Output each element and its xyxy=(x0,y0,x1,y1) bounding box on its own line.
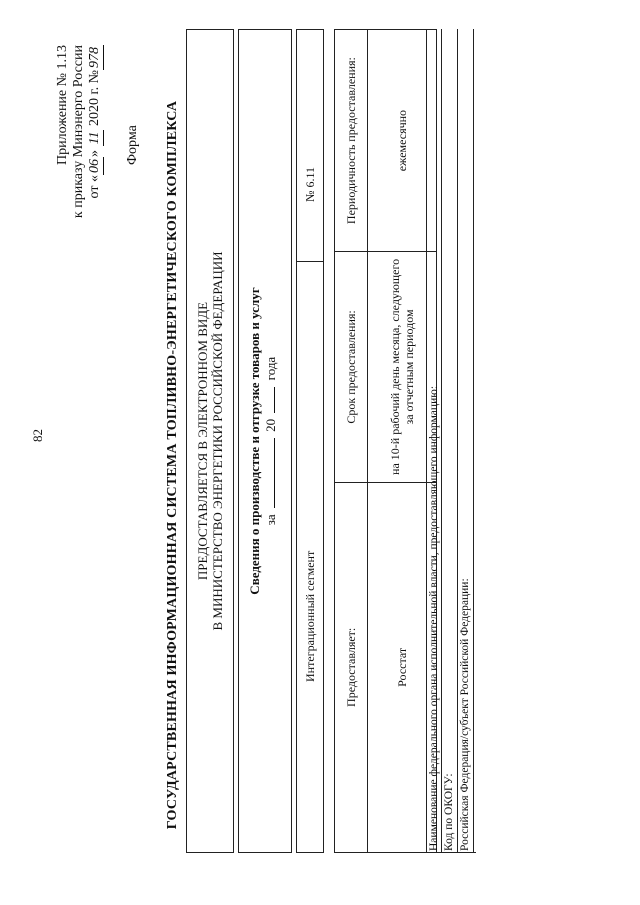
submission-line-2: В МИНИСТЕРСТВО ЭНЕРГЕТИКИ РОССИЙСКОЙ ФЕДЕРАЦИИ xyxy=(210,251,225,631)
period-year-blank xyxy=(274,387,275,413)
header-provider: Предоставляет: xyxy=(335,482,368,852)
appendix-reference xyxy=(55,45,104,305)
report-period xyxy=(263,30,279,852)
segment-label: Интеграционный сегмент xyxy=(303,550,317,682)
info-row-okogu: Код по ОКОГУ: xyxy=(442,29,458,853)
period-month-blank xyxy=(274,438,275,508)
segment-divider xyxy=(297,261,323,262)
period-suffix: года xyxy=(263,356,278,381)
appendix-order-number: 978 xyxy=(87,47,102,68)
system-title: ГОСУДАРСТВЕННАЯ ИНФОРМАЦИОННАЯ СИСТЕМА ТОПЛИВНО-ЭНЕРГЕТИЧЕСКОГО КОМПЛЕКСА xyxy=(165,100,180,830)
schedule-header-row xyxy=(335,30,368,853)
info-row-authority: Наименование федерального органа исполнительной власти, предоставляющего информацию: xyxy=(426,29,442,853)
info-row-region: Российская Федерация/субъект Российской Федерации: xyxy=(458,29,474,853)
appendix-date-quote: » xyxy=(87,150,102,157)
segment-box xyxy=(296,29,324,853)
submission-box xyxy=(186,29,234,853)
header-deadline: Срок предоставления: xyxy=(335,252,368,482)
appendix-line-2: к приказу Минэнерго России xyxy=(71,45,86,219)
appendix-line-3 xyxy=(87,45,104,305)
appendix-line-1: Приложение № 1.13 xyxy=(55,45,70,165)
appendix-month: 11 xyxy=(87,131,102,145)
appendix-day: 06 xyxy=(87,159,102,173)
value-frequency: ежемесячно xyxy=(368,30,437,252)
report-title-box xyxy=(238,29,292,853)
period-prefix: за xyxy=(263,514,278,526)
segment-number: № 6.11 xyxy=(303,166,317,202)
appendix-date-prefix: от « xyxy=(87,175,102,199)
period-year-prefix: 20 xyxy=(263,418,278,432)
header-frequency: Периодичность предоставления: xyxy=(335,30,368,252)
value-deadline: на 10-й рабочий день месяца, следующего за отчетным периодом xyxy=(368,252,437,482)
form-label: Форма xyxy=(125,125,140,165)
value-provider: Росстат xyxy=(368,482,437,852)
report-title: Сведения о производстве и отгрузке товаров и услуг xyxy=(247,287,262,595)
appendix-year: 2020 г. № xyxy=(87,70,102,127)
submission-line-1: ПРЕДОСТАВЛЯЕТСЯ В ЭЛЕКТРОННОМ ВИДЕ xyxy=(195,301,210,581)
page-number: 82 xyxy=(30,429,45,442)
